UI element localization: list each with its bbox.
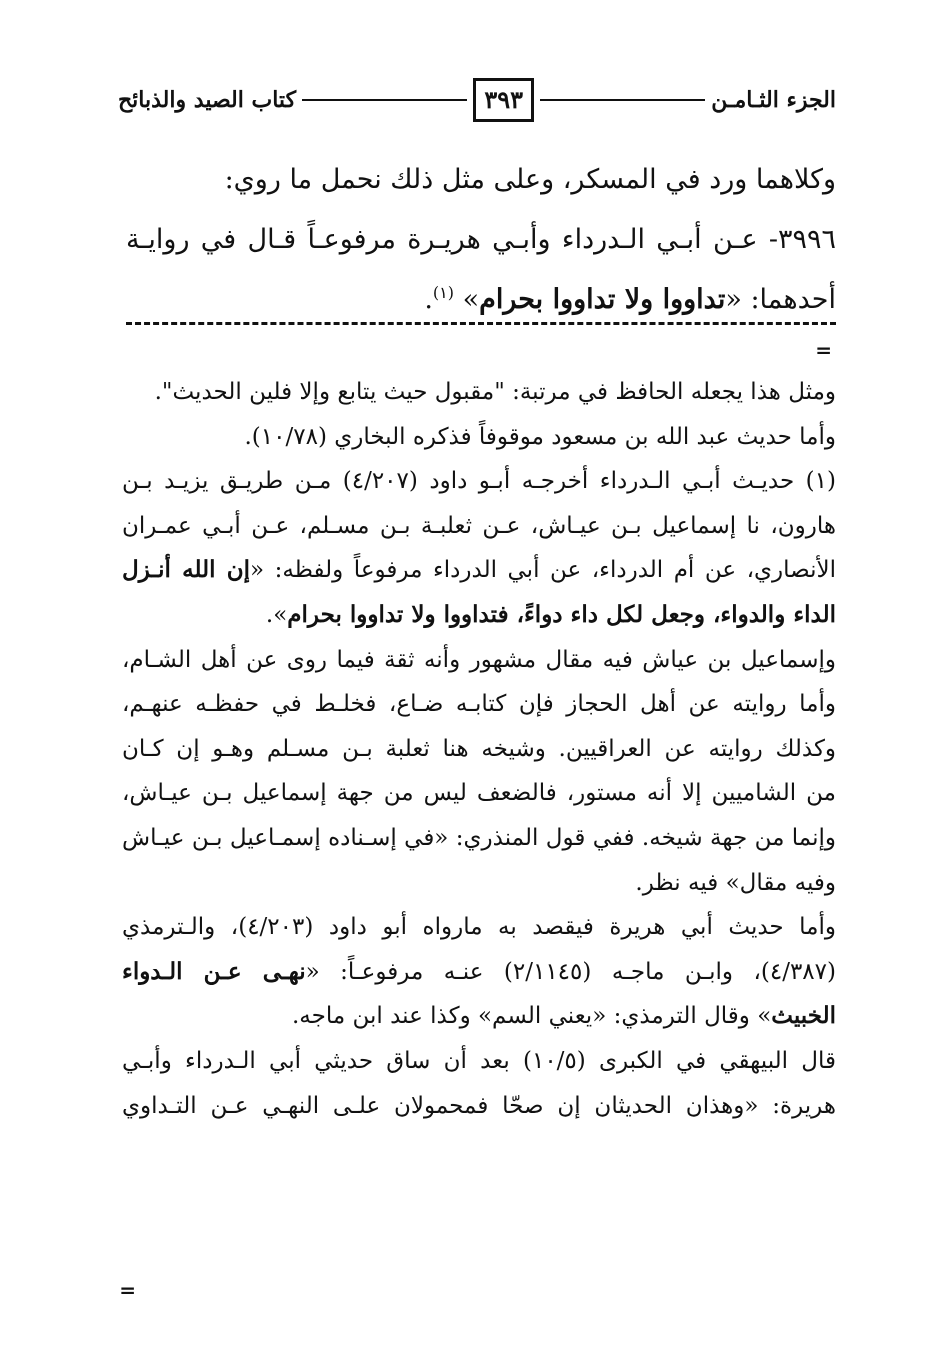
footnote-1: (١) حديـث أبـي الـدرداء أخرجـه أبـو داود (٤/٢٠٧) مـن طريـق يزيـد بـن (122, 468, 836, 495)
header-rule-left (302, 99, 467, 101)
note-line: الأنصاري، عن أم الدرداء، عن أبي الدرداء مرفوعاً ولفظه: «إن الله أنـزل (122, 556, 836, 584)
bottom-continuation-mark: = (119, 1278, 136, 1302)
footnote-separator (126, 322, 836, 339)
footnotes (122, 370, 836, 1128)
note-line: الداء والدواء، وجعل لكل داء دواءً، فتداووا ولا تداووا بحرام». (265, 600, 836, 628)
note-line: هارون، نا إسماعيل بـن عيـاش، عـن ثعلبـة بـن مسـلم، عـن أبـي عمـران (122, 512, 836, 539)
hadith-quote: تداووا ولا تداووا بحرام (479, 284, 726, 315)
note-line: وأما روايته عن أهل الحجاز فإن كتابـه ضـاع، فخلـط في حفظـه عنهـم، (122, 691, 836, 718)
note-line: وأما حديث أبي هريرة فيقصد به مارواه أبو داود (٤/٢٠٣)، والـترمذي (122, 914, 836, 941)
main-text (126, 150, 836, 330)
header-rule-right (540, 99, 705, 101)
part-label: الجزء الثـامـن (711, 87, 836, 113)
continuation-mark: = (815, 338, 832, 362)
note-line: وأما حديث عبد الله بن مسعود موقوفاً فذكره البخاري (١٠/٧٨). (244, 423, 836, 450)
hadith-line: ٣٩٩٦- عـن أبـي الـدرداء وأبـي هريـرة مرفوعـاً قـال في روايـة (126, 224, 836, 255)
note-line: قال البيهقي في الكبرى (١٠/٥) بعد أن ساق حديثي أبي الـدرداء وأبـي (122, 1047, 837, 1074)
hadith-quote-line: أحدهما: «تداووا ولا تداووا بحرام» $^{(١)}$. (424, 283, 836, 315)
note-line: وكذلك روايته عن العراقيين. وشيخه هنا ثعلبة بـن مسـلم وهـو إن كـان (122, 735, 836, 762)
note-line: من الشاميين إلا أنه مستور، فالضعف ليس من جهة إسماعيل بـن عيـاش، (122, 780, 836, 807)
note-line: الخبيث» وقال الترمذي: «يعني السم» وكذا عند ابن ماجه. (292, 1002, 836, 1030)
main-line: وكلاهما ورد في المسكر، وعلى مثل ذلك نحمل ما روي: (224, 164, 836, 195)
book-title: كتاب الصيد والذبائح (117, 87, 297, 113)
footnote-number: (١) (805, 468, 836, 495)
note-line: (٤/٣٨٧)، وابـن ماجـه (٢/١١٤٥) عنـه مرفوعـاً: «نهـى عـن الـدواء (122, 957, 836, 985)
note-line: هريرة: «وهذان الحديثان إن صحّا فمحمولان علـى النهـي عـن التـداوي (122, 1092, 836, 1119)
note-line: ومثل هذا يجعله الحافظ في مرتبة: "مقبول حيث يتابع وإلا فلين الحديث". (154, 379, 836, 405)
footnote-ref: (١) (432, 283, 455, 302)
note-line: وإنما من جهة شيخه. ففي قول المنذري: «في إسـناده إسمـاعيل بـن عيـاش (122, 824, 836, 851)
note-line: وإسماعيل بن عياش فيه مقال مشهور وأنه ثقة فيما روى عن أهل الشـام، (122, 646, 836, 673)
running-header (118, 76, 836, 124)
note-line: وفيه مقال» فيه نظر. (635, 869, 836, 896)
page-number: ٣٩٣ (473, 78, 534, 122)
